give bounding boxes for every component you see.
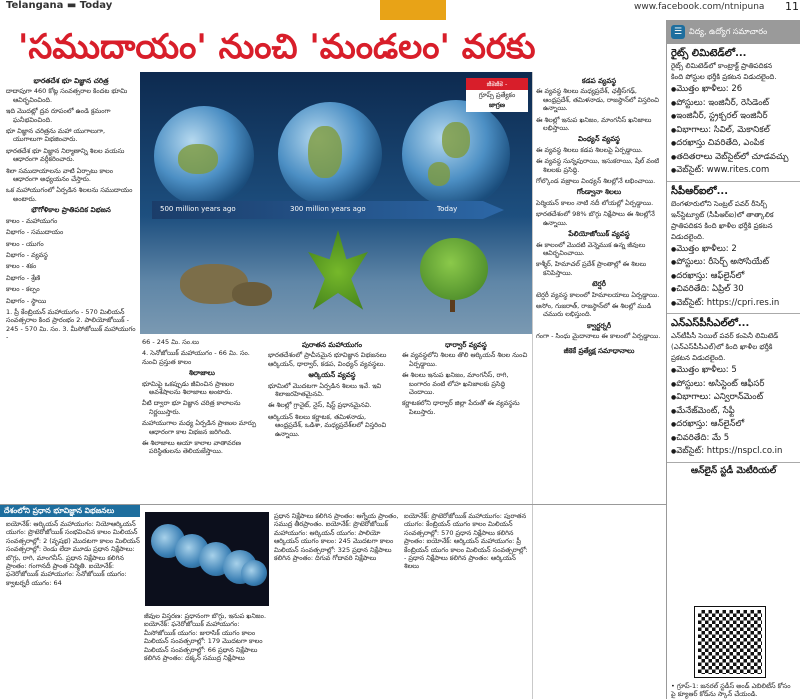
col1-extra: 1. ప్రీ కేంబ్రియన్ మహాయుగం - 570 మిలియన్ సంవత్సరాల కింద ప్రారంభం 2. పాలియోజోయిక్ - 245 - 570 మి. సం. 3. మీసోజోయిక్ మహాయుగం - [6, 307, 136, 342]
job-detail: ● దరఖాస్తు చివరితేది, ఎంపిక [667, 137, 800, 151]
job-desc: ప్రాతిపదికన కింది ఖాళీల భర్తీకి ప్రకటన [671, 221, 773, 230]
globe-sequence-image [145, 512, 269, 606]
globe-icon [241, 560, 267, 586]
page-number: 11 [785, 0, 799, 13]
job-detail: ● విభాగాలు: ఎన్విరాన్‌మెంట్ [667, 391, 800, 405]
col1-list-item: కాలం - కల్పం [6, 285, 40, 294]
col5-bullet: భారతదేశంలో 98% బొగ్గు నిక్షేపాలు ఈ శిలల్లోనే ఉన్నాయి. [536, 210, 655, 227]
col1-bullet: భూ విజ్ఞాన చరిత్రను మహా యుగాలుగా, యుగాలుగా విభజించారు. [6, 127, 106, 144]
tag-bottom: జాగ్రణ [489, 101, 505, 109]
column-3 [268, 338, 396, 502]
col2-heading: శిలాజాలు [189, 369, 215, 378]
col1-list-item: కాలం - యుగం [6, 239, 44, 248]
job-desc: కింది పోస్టుల భర్తీకి ప్రకటన విడుదలైంది. [671, 73, 777, 81]
job-website[interactable]: ● వెబ్‌సైట్: www.rites.com [667, 164, 800, 178]
sidebar-header [667, 20, 800, 44]
col5-bullet: ఈ కాలంలో మొదటి వెన్నెముక ఉన్న జీవులు ఆవిర్భవించాయి. [536, 240, 646, 257]
bottom-text: ప్రధాన నిక్షేపాలు కలిగిన ప్రాంతం: ఆగ్నేయ ప్రాంతం, సముద్ర తీరప్రాంతం. ఐయోనేక్: ప్రొటెరోజోయిక్ మహాయుగం: ఆర్కియన్ యుగం: పాలియో ఆర్కియన్ యుగం కాలం: 245 మొదటగా కాలం మిలియన్ సంవత్సరాల్లో: 325 ప్రధాన నిక్షేపాలు కలిగిన ప్రాంతం: దిగువ గోదావరి నిక్షేపాలు [274, 512, 399, 563]
col5-bullet: పెర్మియన్ కాలం నాటి నదీ లోయల్లో ఏర్పడ్డాయి. [536, 198, 654, 207]
job-detail: ● పోస్టులు: అసిస్టెంట్ ఆఫీసర్ [667, 378, 800, 392]
headline: 'సముదాయం' నుంచి 'మండలం' వరకు [18, 27, 536, 67]
col1-list-item: విభాగం - శ్రేణి [6, 273, 41, 282]
study-material-note: • గ్రూప్-1: జనరల్ స్టడీస్ అండ్ ఎబిలిటీస్ కోసం పై క్యూఆర్ కోడ్‌ను స్కాన్ చేయండి. [671, 682, 791, 698]
job-section-rites [667, 47, 800, 178]
job-title: ఎన్ఎస్‌పీసీఎల్‌లో... [671, 318, 750, 329]
globe-500mya-icon [154, 106, 254, 206]
col5-heading: గోండ్వానా శిలలు [576, 188, 622, 197]
job-website[interactable]: ● వెబ్‌సైట్: https://nspcl.co.in [667, 445, 800, 459]
geology-illustration [140, 72, 532, 334]
sidebar-divider [667, 313, 800, 314]
col1-list-item: విభాగం - వ్యవస్థ [6, 250, 48, 259]
job-detail: ● తదితరాలు వెబ్‌సైట్‌లో చూడవచ్చు [667, 151, 800, 165]
job-title: రైట్స్ లిమిటెడ్‌లో... [671, 48, 747, 59]
col1-bullet: శిలా సముదాయాలను వాటి ఏర్పాటు కాలం ఆధారంగా అధ్యయనం చేస్తారు. [6, 166, 114, 184]
masthead-logo [380, 0, 446, 20]
bottom-section-heading: దేశంలోని ప్రధాన భూవిజ్ఞాన విభజనలు [0, 505, 140, 517]
col3-bullet: ఈ శిలల్లో గ్రానైట్, నైస్, షిస్ట్ ప్రధానమైనవి. [268, 401, 372, 410]
job-section-cpri [667, 185, 800, 311]
col1-bullet: ఇది మొదట్లో ద్రవ రూపంలో ఉండి క్రమంగా ఘనీభవించింది. [6, 107, 111, 124]
masthead-left: Telangana ▬ Today [6, 0, 113, 11]
masthead [0, 0, 800, 20]
col1-subheading: భౌగోళికాల ప్రాతిపదిక విభజన [31, 206, 111, 215]
col1-list-item: కాలం - శకం [6, 262, 37, 271]
job-detail: ● చివరితేది: మే 5 [667, 432, 800, 446]
sidebar-header-text: విద్య, ఉద్యోగ సమాచారం [689, 27, 768, 36]
col5-heading: టెర్షరీ [592, 280, 606, 289]
main-article [0, 72, 666, 699]
col3-subheading: ఆర్కియన్ వ్యవస్థ [308, 371, 356, 380]
col2-bullet: భూమిపై ఒకప్పుడు జీవించిన ప్రాణుల అవశేషాలను శిలాజాలు అంటారు. [142, 379, 234, 397]
col5-bullet: ఈ శిలల్లో ఇనుప ఖనిజం, మాంగనీస్ ఖనిజాలు లభిస్తాయి. [536, 115, 652, 133]
col4-heading: ధార్వార్ వ్యవస్థ [445, 341, 487, 349]
col4-bullet: కర్ణాటకలోని ధార్వార్ జిల్లా పేరుతో ఈ వ్యవస్థను పిలుస్తారు. [402, 399, 520, 416]
job-detail: ● మేనేజ్‌మెంట్, సేఫ్టీ [667, 405, 800, 419]
job-desc: విడుదలైంది. [671, 232, 705, 241]
timeline-label: Today [437, 205, 458, 213]
column-2 [142, 338, 262, 502]
globe-today-icon [402, 100, 510, 208]
col1-bullet: దాదాపుగా 460 కోట్ల సంవత్సరాల కిందట భూమి ఆవిర్భవించింది. [6, 87, 128, 104]
col5-heading: జీకెకే ప్రత్యేక్ష సమాధానాలు [563, 346, 635, 355]
col5-bullet: ఈ వ్యవస్థ శిలలు కడప శిలలపై ఏర్పడ్డాయి. [536, 145, 643, 154]
bottom-text: ఐయోనేక్: ఆర్కియన్ మహాయుగం: నియోఆర్కియన్ యుగం: ప్రొటెరోజోయిక్ సంభవించిన కాలం మిలియన్ సంవత్సరాల్లో: 2 (వృషభ) మొదటగా కాలం మిలియన్ సంవత్సరాల్లో: రెండు లేదా మూడు ప్రధాన నిక్షేపాలు: బొగ్గు, రాగి, మాంగనీస్. ప్రధాన నిక్షేపాలు కలిగిన ప్రాంతం: గంగానదీ ప్రాంత నిర్మితి. ఐయోనేక్: ఫనెరోజోయిక్ మహాయుగం: సెనోజోయిక్ యుగం: క్వాటర్నరీ యుగం: 64 [6, 520, 140, 587]
col5-bullet: ఈ వ్యవస్థ శిలలు మధ్యప్రదేశ్, ఛత్తీస్‌గఢ్, ఆంధ్రప్రదేశ్, తమిళనాడు, రాజస్థాన్‌లో విస్తరించి ఉన్నాయి. [536, 87, 660, 113]
col1-bullet: భారతదేశ భూ విజ్ఞాన నిర్మాణాన్ని శిలల వయసు ఆధారంగా వర్గీకరించారు. [6, 146, 125, 164]
job-desc: రైట్స్ లిమిటెడ్‌లో కాంట్రాక్ట్ ప్రాతిపదికన [671, 62, 773, 70]
tag-top: జీకెజీకె - [466, 78, 528, 90]
col4-bullet: ఈ వ్యవస్థలోని శిలలు తొలి ఆర్కియన్ శిలల నుంచి ఏర్పడ్డాయి. [402, 351, 528, 368]
job-website[interactable]: ● వెబ్‌సైట్: https://cpri.res.in [667, 297, 800, 311]
job-section-nspcl [667, 317, 800, 459]
book-icon: ☰ [671, 25, 685, 39]
col5-heading: పేలియోజోయిక్ వ్యవస్థ [568, 230, 630, 239]
tree-icon [420, 238, 488, 300]
col5-bullet: టెర్షరీ వ్యవస్థ కాలంలో హిమాలయాలు ఏర్పడ్డాయి. [536, 290, 660, 299]
job-detail: ● ఇంజినీర్, స్ట్రక్చరల్ ఇంజినీర్ [667, 110, 800, 124]
col2-bullet: వీటి ద్వారా భూ విజ్ఞాన చరిత్ర కాలాలను నిర్ణయిస్తారు. [142, 399, 241, 416]
series-tag [466, 78, 528, 112]
job-detail: ● మొత్తం ఖాళీలు: 2 [667, 243, 800, 257]
timeline-label: 500 million years ago [160, 205, 236, 213]
col2-text: 4. సెనోజోయిక్ మహాయుగం - 66 మి. సం. నుంచి ప్రస్తుత కాలం [142, 349, 250, 366]
col3-heading: పురాతన మహాయుగం [301, 341, 363, 349]
job-detail: ● పోస్టులు: ఇంజినీర్, రెసిడెంట్ [667, 97, 800, 111]
sidebar-divider [667, 181, 800, 182]
job-desc: (ఎన్ఎస్‌పీసీఎల్)లో కింది ఖాళీల భర్తీకి [671, 343, 773, 351]
col3-text: భారతదేశంలో ప్రాచీనమైన భూవిజ్ఞాన విభజనలు ఆర్కియన్, ధార్వార్, కడప, వింధ్యన్ వ్యవస్థలు. [268, 351, 387, 368]
job-title: సీపీఆర్ఐలో... [671, 185, 728, 197]
col3-bullet: భూమిలో మొదటగా ఏర్పడిన శిలలు ఇవే. ఇవి శిలాజరహితమైనవి. [268, 381, 382, 399]
job-detail: ● చివరితేది: ఏప్రిల్ 30 [667, 283, 800, 297]
col1-list-item: విభాగం - స్థాయి [6, 296, 47, 305]
job-detail: ● పోస్టులు: రీసెర్చ్ అసోసియేట్ [667, 256, 800, 270]
column-5 [536, 74, 662, 696]
job-detail: ● మొత్తం ఖాళీలు: 26 [667, 83, 800, 97]
col5-heading: కడప వ్యవస్థ [581, 77, 617, 85]
col5-heading: వింధ్యన్ వ్యవస్థ [578, 135, 620, 144]
job-detail: ● దరఖాస్తు: ఆన్‌లైన్‌లో [667, 418, 800, 432]
jobs-sidebar [666, 20, 800, 699]
col1-list-item: కాలం - మహాయుగం [6, 216, 58, 225]
rock-icon [232, 282, 272, 306]
bottom-text: జీవుల విస్తరణ: ప్రధానంగా బొగ్గు, ఇనుప ఖనిజం. ఐయోనేక్: ఫనెరోజోయిక్ మహాయుగం: మీసోజోయిక్ యుగం: జురాసిక్ యుగం కాలం మిలియన్ సంవత్సరాల్లో: 179 మొదటగా కాలం మిలియన్ సంవత్సరాల్లో: 66 ప్రధాన నిక్షేపాలు కలిగిన ప్రాంతం: దక్కన్ సముద్ర నిక్షేపాలు [144, 612, 267, 663]
col5-bullet: కాశ్మీర్, హిమాచల్ ప్రదేశ్ ప్రాంతాల్లో ఈ శిలలు కనిపిస్తాయి. [536, 260, 647, 277]
column-divider [532, 72, 533, 699]
bottom-column-4 [404, 512, 530, 696]
job-desc: ఎన్‌టీపీసీ సెయిల్ పవర్ కంపెనీ లిమిటెడ్ [671, 332, 779, 340]
fern-icon [308, 230, 368, 314]
col2-bullet: ఈ శిలాజాలు ఆయా కాలాల వాతావరణ పరిస్థితులను తెలియజేస్తాయి. [142, 439, 242, 456]
column-4 [402, 338, 530, 502]
col1-list-item: విభాగం - సముదాయం [6, 228, 64, 237]
bottom-column-1 [6, 520, 140, 696]
col5-heading: క్వార్టర్నరీ [586, 321, 611, 330]
job-desc: ప్రకటన విడుదలైంది. [671, 354, 726, 362]
job-detail: ● దరఖాస్తు: ఆఫ్‌లైన్‌లో [667, 270, 800, 284]
sidebar-divider [667, 462, 800, 463]
tag-mid: గ్రూప్స్ ప్రత్యేకం [478, 91, 516, 99]
col2-bullet: మహాయుగాల మధ్య ఏర్పడిన ప్రాణుల మార్పు ఆధారంగా కాల విభజన జరిగింది. [142, 419, 257, 436]
col2-text: 66 - 245 మి. సం.లు [142, 338, 200, 346]
col1-heading: భారతదేశ భూ విజ్ఞాన చరిత్ర [33, 77, 109, 85]
col5-bullet: గంగా - సింధు మైదానాలు ఈ కాలంలో ఏర్పడ్డాయి. [536, 332, 661, 341]
job-detail: ● మొత్తం ఖాళీలు: 5 [667, 364, 800, 378]
col5-bullet: గోల్కొండ వజ్రాలు వింధ్యన్ శిలల్లోనే లభించాయి. [536, 177, 656, 186]
study-material-title: ఆన్‌లైన్ స్టడీ మెటీరియల్ [690, 465, 777, 476]
col5-bullet: ఈ వ్యవస్థ సున్నపురాయి, ఇసుకరాయి, షేల్ వంటి శిలలకు ప్రసిద్ధి. [536, 157, 660, 174]
column-1 [6, 74, 136, 500]
job-desc: బెంగళూరులోని సెంట్రల్ పవర్ రీసెర్చ్ [671, 199, 768, 208]
col3-bullet: ఆర్కియన్ శిలలు కర్ణాటక, తమిళనాడు, ఆంధ్రప్రదేశ్, ఒడిశా, మధ్యప్రదేశ్‌లలో విస్తరించి ఉన్నాయి. [268, 412, 387, 438]
job-desc: ఇన్‌స్టిట్యూట్ (సీపీఆర్ఐ)లో తాత్కాలిక [671, 210, 774, 219]
bottom-text: ఐయోనేక్: ప్రొటెరోజోయిక్ మహాయుగం: పురాతన యుగం: కేంబ్రియన్ యుగం కాలం మిలియన్ సంవత్సరాల్లో: 570 ప్రధాన నిక్షేపాలు కలిగిన ప్రాంతం: ఐయోనేక్: ఆర్కియన్ మహాయుగం: ప్రీ కేంబ్రియన్ యుగం కాలం మిలియన్ సంవత్సరాల్లో: - ప్రధాన నిక్షేపాలు కలిగిన ప్రాంతం: ఆర్కియన్ శిలలు [404, 512, 528, 571]
col1-bullet: ఒక మహాయుగంలో ఏర్పడిన శిలలను సముదాయం అంటారు. [6, 186, 133, 203]
globe-300mya-icon [278, 102, 382, 206]
col4-bullet: ఈ శిలలు ఇనుప ఖనిజం, మాంగనీస్, రాగి, బంగారం వంటి లోహ ఖనిజాలకు ప్రసిద్ధి చెందాయి. [402, 371, 509, 397]
job-detail: ● విభాగాలు: సివిల్, మెకానికల్ [667, 124, 800, 138]
bottom-column-3 [274, 512, 400, 696]
qr-code-icon[interactable] [695, 607, 765, 677]
facebook-link[interactable]: www.facebook.com/ntnipuna [634, 2, 765, 12]
timeline-label: 300 million years ago [290, 205, 366, 213]
col5-bullet: అసోం, గుజరాత్, రాజస్థాన్‌లో ఈ శిలల్లో ముడి చమురు లభిస్తుంది. [536, 301, 652, 319]
bottom-column-2 [144, 612, 270, 696]
